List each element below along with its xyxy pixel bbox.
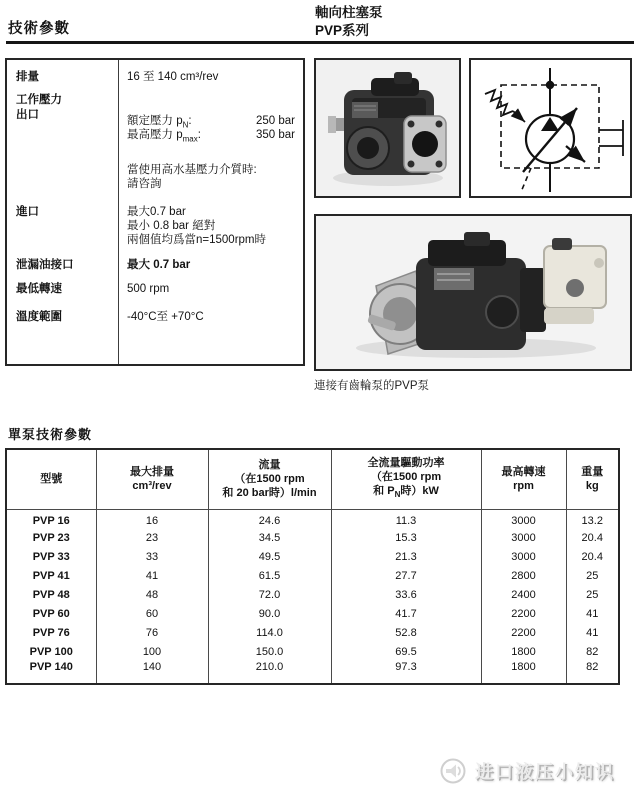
table-row — [6, 642, 619, 661]
header-disp-line1: 最大排量 — [130, 466, 174, 479]
header-flow-line3: 和 20 bar時）l/min — [222, 487, 317, 500]
spec-value-min-speed: 500 rpm — [127, 283, 170, 295]
spec-inlet-line2: 最小 0.8 bar 絕對 — [127, 220, 216, 232]
cell-power: 69.5 — [331, 642, 481, 661]
cell-flow: 49.5 — [208, 547, 331, 566]
variable-pump-symbol-icon — [471, 60, 630, 196]
table-row — [6, 566, 619, 585]
photo-caption: 連接有齒輪泵的PVP泵 — [314, 380, 430, 392]
cell-flow: 210.0 — [208, 661, 331, 684]
cell-power: 27.7 — [331, 566, 481, 585]
spec-label-temp-range: 溫度範圍 — [16, 311, 62, 323]
cell-speed: 3000 — [481, 509, 566, 528]
cell-model: PVP 41 — [32, 569, 70, 582]
table-row — [6, 661, 619, 684]
col-header-displacement — [96, 449, 208, 509]
cell-speed: 3000 — [481, 528, 566, 547]
header-speed-line1: 最高轉速 — [501, 466, 546, 479]
cell-speed: 2200 — [481, 604, 566, 623]
cell-weight: 13.2 — [566, 509, 619, 528]
spec-label-inlet: 進口 — [16, 206, 39, 218]
cell-power: 21.3 — [331, 547, 481, 566]
cell-weight: 20.4 — [566, 528, 619, 547]
header-rule — [6, 41, 634, 44]
pvp-pump-photo-frame — [314, 58, 461, 198]
cell-flow: 72.0 — [208, 585, 331, 604]
header-flow-line2: （在1500 rpm — [234, 473, 305, 486]
cell-flow: 114.0 — [208, 623, 331, 642]
cell-power: 15.3 — [331, 528, 481, 547]
rated-pressure-text: 額定壓力 p — [127, 115, 183, 127]
pvp-gear-pump-photo-frame — [314, 214, 632, 371]
cell-disp: 23 — [96, 528, 208, 547]
table-row — [6, 509, 619, 528]
cell-model: PVP 76 — [32, 626, 70, 639]
spec-water-note-1: 當使用高水基壓力介質時: — [127, 164, 257, 176]
cell-disp: 140 — [96, 661, 208, 684]
pvp-pump-photo — [316, 60, 459, 196]
header-model-text: 型號 — [40, 473, 63, 486]
cell-disp: 16 — [96, 509, 208, 528]
spec-water-note-2: 請咨詢 — [127, 178, 162, 190]
table-row — [6, 547, 619, 566]
col-header-weight — [566, 449, 619, 509]
header-power-post: 時）kW — [400, 485, 439, 498]
cell-disp: 76 — [96, 623, 208, 642]
cell-model: PVP 23 — [32, 531, 70, 544]
hydraulic-symbol-frame — [469, 58, 632, 198]
col-header-power — [331, 449, 481, 509]
spec-rated-pressure-value: 250 bar — [255, 115, 295, 127]
table-row — [6, 623, 619, 642]
cell-flow: 150.0 — [208, 642, 331, 661]
header-power-line1: 全流量驅動功率 — [367, 457, 445, 470]
max-pressure-sub: max — [182, 134, 198, 144]
cell-weight: 25 — [566, 585, 619, 604]
pump-spec-table — [5, 448, 620, 685]
cell-power: 11.3 — [331, 509, 481, 528]
max-pressure-text: 最高壓力 p — [127, 129, 183, 141]
cell-model: PVP 100 — [29, 645, 73, 658]
cell-flow: 24.6 — [208, 509, 331, 528]
cell-speed: 2200 — [481, 623, 566, 642]
page-title: 技術參數 — [8, 21, 70, 37]
col-header-flow — [208, 449, 331, 509]
cell-power: 33.6 — [331, 585, 481, 604]
cell-disp: 33 — [96, 547, 208, 566]
header-power-pre: 和 P — [373, 485, 395, 498]
cell-model: PVP 140 — [29, 661, 73, 673]
cell-flow: 61.5 — [208, 566, 331, 585]
spec-table — [5, 58, 305, 366]
pvp-gear-pump-photo — [316, 216, 630, 369]
max-pressure-colon: : — [197, 129, 201, 141]
header-weight-line2: kg — [585, 480, 599, 493]
cell-weight: 82 — [566, 642, 619, 661]
spec-max-pressure-label — [127, 128, 201, 146]
cell-weight: 20.4 — [566, 547, 619, 566]
cell-disp: 60 — [96, 604, 208, 623]
megaphone-icon — [440, 758, 466, 784]
table-row — [6, 585, 619, 604]
header-weight-line1: 重量 — [581, 466, 604, 479]
cell-power: 52.8 — [331, 623, 481, 642]
cell-flow: 34.5 — [208, 528, 331, 547]
rated-pressure-colon: : — [188, 115, 192, 127]
spec-label-displacement: 排量 — [16, 71, 39, 83]
spec-label-working-pressure: 工作壓力 — [16, 94, 62, 106]
cell-model: PVP 16 — [32, 515, 70, 528]
cell-power: 97.3 — [331, 661, 481, 684]
header-disp-line2: cm³/rev — [132, 480, 172, 493]
cell-speed: 1800 — [481, 661, 566, 684]
cell-speed: 2800 — [481, 566, 566, 585]
rated-pressure-sub: N — [182, 120, 189, 130]
cell-weight: 82 — [566, 661, 619, 684]
spec-table-divider — [118, 60, 119, 364]
cell-speed: 3000 — [481, 547, 566, 566]
cell-speed: 2400 — [481, 585, 566, 604]
product-title — [315, 4, 383, 40]
cell-power: 41.7 — [331, 604, 481, 623]
header-flow-line1: 流量 — [258, 459, 281, 472]
cell-weight: 25 — [566, 566, 619, 585]
header-speed-line2: rpm — [513, 480, 534, 493]
spec-label-min-speed: 最低轉速 — [16, 283, 62, 295]
spec-label-drain: 泄漏油接口 — [16, 259, 74, 271]
spec-inlet-line3: 兩個值均爲當n=1500rpm時 — [127, 234, 266, 246]
header-power-line2: （在1500 rpm — [370, 471, 442, 484]
spec-value-temp-range: -40°C至 +70°C — [127, 311, 204, 323]
cell-disp: 41 — [96, 566, 208, 585]
cell-weight: 41 — [566, 604, 619, 623]
cell-weight: 41 — [566, 623, 619, 642]
cell-flow: 90.0 — [208, 604, 331, 623]
cell-speed: 1800 — [481, 642, 566, 661]
cell-model: PVP 60 — [32, 607, 70, 620]
spec-value-displacement: 16 至 140 cm³/rev — [127, 71, 219, 83]
watermark-text: 进口液压小知识 — [475, 762, 615, 782]
product-series: PVP系列 — [315, 23, 370, 38]
spec-value-drain: 最大 0.7 bar — [127, 259, 191, 271]
header-power-line3 — [332, 484, 481, 502]
section-title: 單泵技術參數 — [8, 427, 93, 442]
col-header-speed — [481, 449, 566, 509]
pump-table-body — [6, 509, 619, 684]
cell-disp: 48 — [96, 585, 208, 604]
spec-max-pressure-value: 350 bar — [255, 129, 295, 141]
cell-disp: 100 — [96, 642, 208, 661]
cell-model: PVP 48 — [32, 588, 70, 601]
spec-inlet-line1: 最大0.7 bar — [127, 206, 186, 218]
table-row — [6, 528, 619, 547]
cell-model: PVP 33 — [32, 550, 70, 563]
spec-label-outlet: 出口 — [16, 109, 39, 121]
watermark — [440, 758, 615, 784]
header-power-sub: N — [394, 490, 401, 500]
table-row — [6, 604, 619, 623]
pump-table-header — [6, 449, 619, 509]
col-header-model — [6, 449, 96, 509]
product-name: 軸向柱塞泵 — [315, 5, 383, 20]
